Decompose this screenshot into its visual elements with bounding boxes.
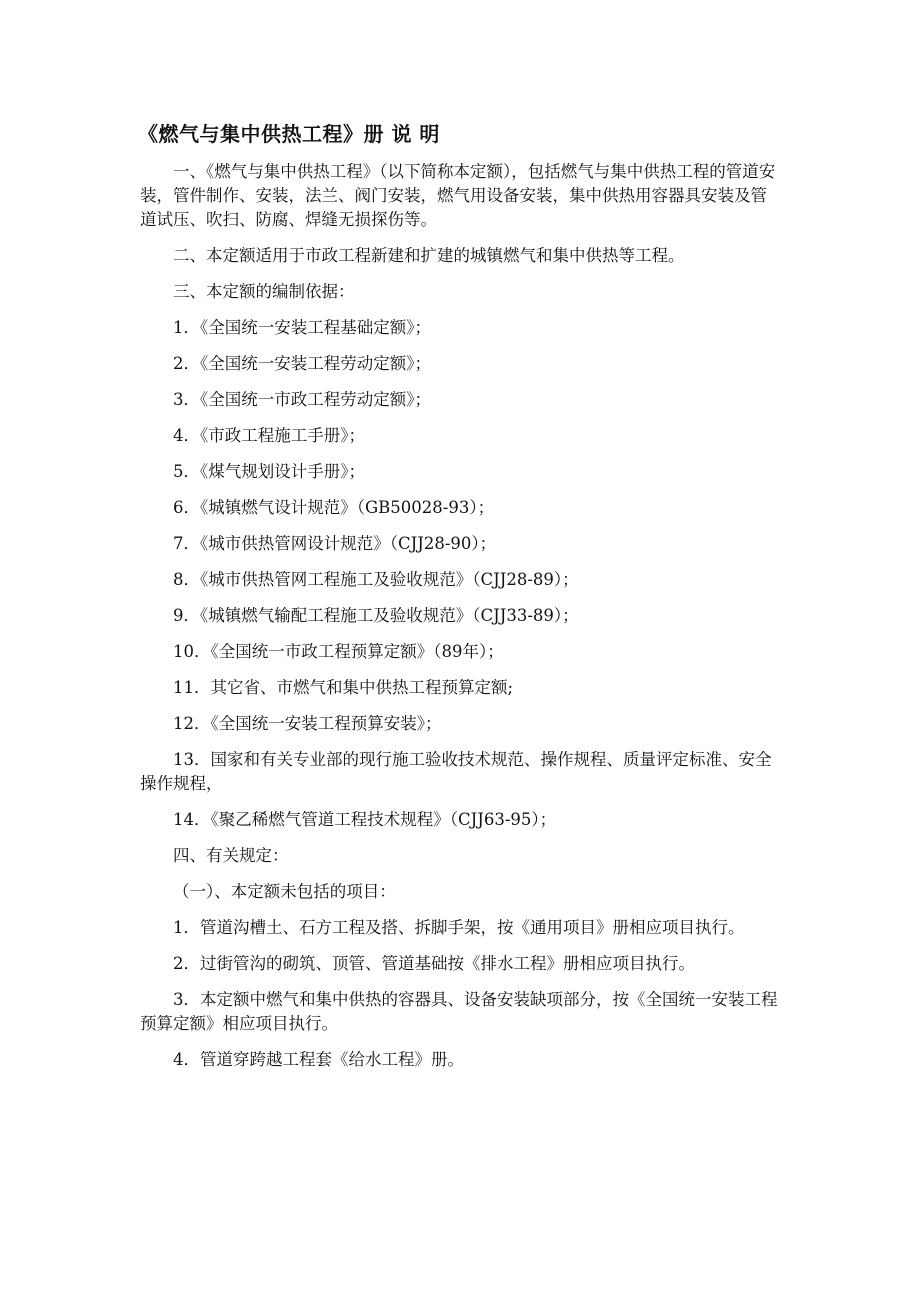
list-item: 7．《城市供热管网设计规范》（CJJ28-90）； <box>173 534 497 553</box>
list-item: 2．《全国统一安装工程劳动定额》； <box>173 354 431 373</box>
list-item: 4．《市政工程施工手册》； <box>173 426 365 445</box>
paragraph: （一）、本定额未包括的项目： <box>173 882 396 901</box>
paragraph: 一、《燃气与集中供热工程》（以下简称本定额），包括燃气与集中供热工程的管道安装，管件制作、安装，法兰、阀门安装，燃气用设备安装，集中供热用容器具安装及管道试压、吹扫、防腐、焊缝无损探伤等。 <box>140 162 776 229</box>
list-item: 6．《城镇燃气设计规范》（GB50028-93）； <box>173 498 495 517</box>
paragraph: 三、本定额的编制依据： <box>173 282 355 301</box>
list-item: 1．《全国统一安装工程基础定额》； <box>173 318 431 337</box>
list-item: 12．《全国统一安装工程预算安装》； <box>173 714 442 733</box>
list-item: 14．《聚乙稀燃气管道工程技术规程》（CJJ63-95）； <box>173 810 557 829</box>
document-title: 《燃气与集中供热工程》册 说 明 <box>138 122 440 146</box>
list-item: 11．其它省、市燃气和集中供热工程预算定额; <box>173 678 514 697</box>
paragraph: 二、本定额适用于市政工程新建和扩建的城镇燃气和集中供热等工程。 <box>173 246 685 265</box>
list-item: 9．《城镇燃气输配工程施工及验收规范》（CJJ33-89）； <box>173 606 579 625</box>
list-item: 10．《全国统一市政工程预算定额》（89年）； <box>173 642 504 661</box>
list-item: 3．本定额中燃气和集中供热的容器具、设备安装缺项部分，按《全国统一安装工程预算定额》相应项目执行。 <box>140 990 778 1033</box>
paragraph: 四、有关规定： <box>173 846 289 865</box>
list-item: 3．《全国统一市政工程劳动定额》； <box>173 390 431 409</box>
list-item: 2．过街管沟的砌筑、顶管、管道基础按《排水工程》册相应项目执行。 <box>173 954 695 973</box>
list-item: 13．国家和有关专业部的现行施工验收技术规范、操作规程、质量评定标准、安全操作规程， <box>140 750 772 793</box>
document-body <box>140 160 780 1084</box>
list-item: 4．管道穿跨越工程套《给水工程》册。 <box>173 1050 464 1069</box>
list-item: 8．《城市供热管网工程施工及验收规范》（CJJ28-89）； <box>173 570 579 589</box>
list-item: 5．《煤气规划设计手册》； <box>173 462 365 481</box>
list-item: 1．管道沟槽土、石方工程及搭、拆脚手架，按《通用项目》册相应项目执行。 <box>173 918 745 937</box>
